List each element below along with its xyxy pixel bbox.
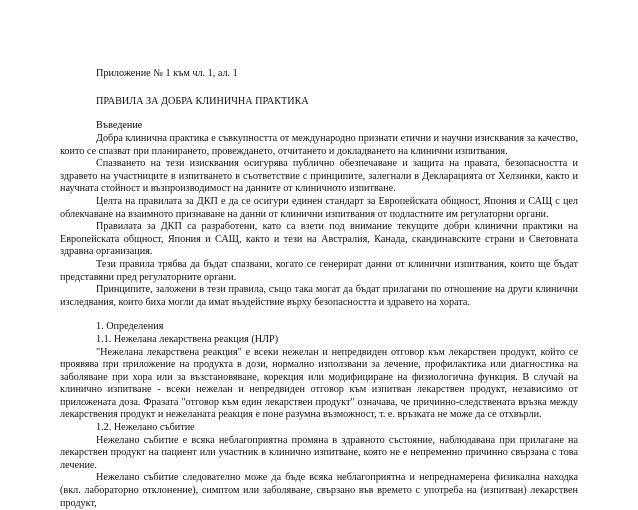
intro-paragraph-3: Целта на правилата за ДКП е да се осигури единен стандарт за Европейската общност, Япония и САЩ с цел облекчаване на взаимното признаване на данни от клинични изпитвания от подластните им регулаторни органи. [60, 195, 578, 220]
annex-reference: Приложение № 1 към чл. 1, ал. 1 [96, 68, 238, 79]
intro-paragraph-4: Правилата за ДКП са разработени, като са взети под внимание текущите добри клинични практики на Европейската общност, Япония и САЩ, както и тези на Австралия, Канада, скандинавските страни и Световната здравна организация. [60, 221, 578, 258]
section-1-2-paragraph-1: Нежелано събитие е всяка неблагоприятна промяна в здравното състояние, наблюдавана при прилагане на лекарствен продукт на пациент или участник в клинично изпитване, която не е непременно причинно свързана с това лечение. [60, 434, 578, 471]
section-1-heading: 1. Определения [96, 321, 164, 333]
intro-section [60, 133, 578, 510]
intro-paragraph-5: Тези правила трябва да бъдат спазвани, когато се генерират данни от клинични изпитвания, които ще бъдат представяни пред регулаторните органи. [60, 258, 578, 283]
intro-paragraph-1: Добра клинична практика е съвкупността от международно признати етични и научни изисквания за качество, които се спазват при планирането, провеждането, отчитането и докладването на клинични изпитвания. [60, 133, 578, 157]
section-1-1-heading: 1.1. Нежелана лекарствена реакция (НЛР) [96, 333, 279, 345]
intro-paragraph-2: Спазването на тези изисквания осигурява публично обезпечаване и защита на правата, безопасността и здравето на участниците в изпитването в съответствие с принципите, залегнали в Декларацията от Хелзинки, както и научната стойност и възпроизводимост на данните от клиничното изпитване. [60, 158, 578, 195]
intro-paragraph-6: Принципите, заложени в тези правила, също така могат да бъдат прилагани по отношение на други клинични изследвания, които биха могли да имат въздействие върху безопасността и здравето на хората. [60, 284, 578, 308]
intro-heading: Въведение [96, 120, 143, 131]
section-1-2-paragraph-2: Нежелано събитие следователно може да бъде всяка неблагоприятна и непреднамерена физикална находка (вкл. лабораторно отклонение), симптом или заболяване, свързано във времето с употреба на (изпитван) лекарствен продукт, [60, 472, 578, 509]
section-1-2-heading: 1.2. Нежелано събитие [96, 422, 195, 434]
section-1-1-paragraph: "Нежелана лекарствена реакция" е всеки нежелан и непредвиден отговор към лекарствен продукт, който се проявява при приложение на продукта в дози, нормално използвани за лечение, профилактика или диагностика на заболяване при хора или за възстановяване, корекция или модифициране на физиологична функция. В случай на клинично изпитване - всеки нежелан и непредвиден отговор към изпитван лекарствен продукт, независимо от приложената доза. Фразата "отговор към един лекарствен продукт" означава, че причинно-следствената връзка между лекарствения продукт и нежеланата реакция е поне разумна възможност, т. е. връзката не може да се отхвърли. [60, 346, 578, 421]
document-title: ПРАВИЛА ЗА ДОБРА КЛИНИЧНА ПРАКТИКА [96, 96, 309, 107]
